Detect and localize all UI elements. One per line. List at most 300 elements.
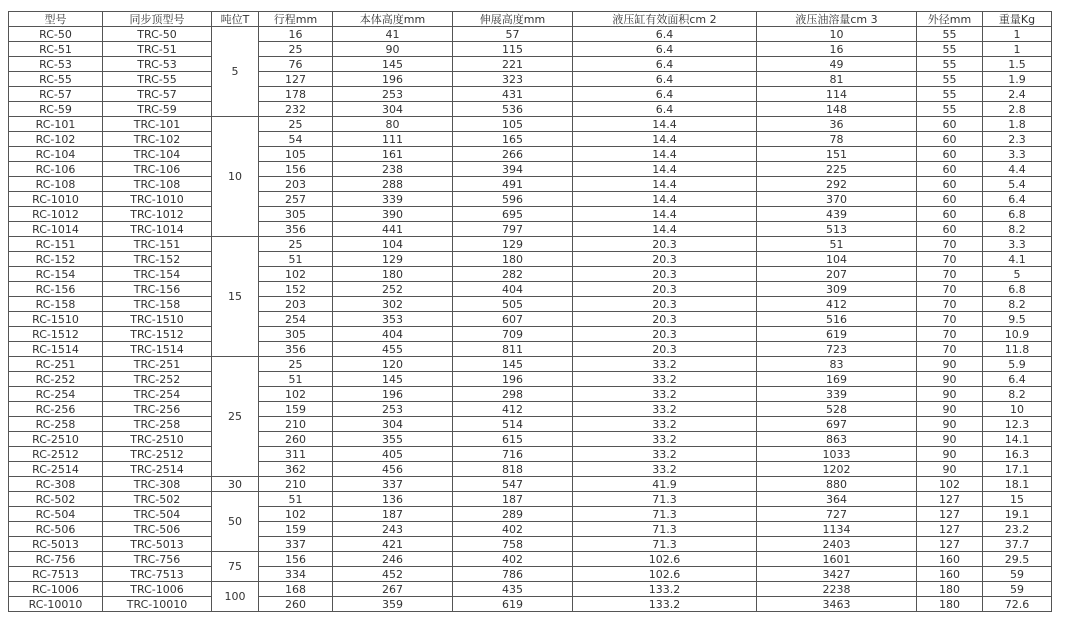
cell-cylinder-area: 102.6 [573, 567, 757, 582]
cell-extended-height: 115 [453, 42, 573, 57]
table-row [9, 207, 1052, 222]
cell-weight: 6.4 [983, 372, 1052, 387]
cell-stroke: 156 [259, 162, 333, 177]
cell-extended-height: 145 [453, 357, 573, 372]
cell-outer-diameter: 60 [917, 222, 983, 237]
cell-cylinder-area: 71.3 [573, 492, 757, 507]
table-row [9, 252, 1052, 267]
cell-cylinder-area: 133.2 [573, 582, 757, 597]
header-weight: 重量Kg [983, 12, 1052, 27]
table-row [9, 87, 1052, 102]
cell-outer-diameter: 127 [917, 537, 983, 552]
cell-extended-height: 282 [453, 267, 573, 282]
cell-stroke: 362 [259, 462, 333, 477]
cell-model: RC-59 [9, 102, 103, 117]
cell-stroke: 203 [259, 177, 333, 192]
cell-sync-model: TRC-1512 [103, 327, 212, 342]
cell-stroke: 210 [259, 417, 333, 432]
cell-sync-model: TRC-1510 [103, 312, 212, 327]
cell-sync-model: TRC-108 [103, 177, 212, 192]
cell-body-height: 104 [333, 237, 453, 252]
cell-extended-height: 607 [453, 312, 573, 327]
cell-cylinder-area: 14.4 [573, 177, 757, 192]
cell-oil-capacity: 2403 [757, 537, 917, 552]
cell-stroke: 25 [259, 42, 333, 57]
cell-outer-diameter: 70 [917, 282, 983, 297]
cell-sync-model: TRC-1010 [103, 192, 212, 207]
cell-model: RC-158 [9, 297, 103, 312]
cell-sync-model: TRC-756 [103, 552, 212, 567]
cell-oil-capacity: 364 [757, 492, 917, 507]
cell-outer-diameter: 55 [917, 42, 983, 57]
cell-weight: 1.8 [983, 117, 1052, 132]
cell-stroke: 159 [259, 522, 333, 537]
cell-cylinder-area: 33.2 [573, 432, 757, 447]
header-stroke: 行程mm [259, 12, 333, 27]
header-tonnage: 吨位T [212, 12, 259, 27]
cell-model: RC-2510 [9, 432, 103, 447]
cell-outer-diameter: 90 [917, 402, 983, 417]
cell-body-height: 456 [333, 462, 453, 477]
cell-model: RC-1510 [9, 312, 103, 327]
cell-oil-capacity: 169 [757, 372, 917, 387]
cell-model: RC-1010 [9, 192, 103, 207]
cell-stroke: 51 [259, 252, 333, 267]
cell-weight: 4.1 [983, 252, 1052, 267]
cell-oil-capacity: 148 [757, 102, 917, 117]
cell-stroke: 254 [259, 312, 333, 327]
cell-sync-model: TRC-1012 [103, 207, 212, 222]
cell-weight: 8.2 [983, 387, 1052, 402]
cell-extended-height: 298 [453, 387, 573, 402]
cell-weight: 29.5 [983, 552, 1052, 567]
table-row [9, 72, 1052, 87]
cell-outer-diameter: 180 [917, 582, 983, 597]
header-cylinder-area: 液压缸有效面积cm 2 [573, 12, 757, 27]
header-oil-capacity: 液压油溶量cm 3 [757, 12, 917, 27]
cell-body-height: 390 [333, 207, 453, 222]
cell-body-height: 267 [333, 582, 453, 597]
cell-sync-model: TRC-1514 [103, 342, 212, 357]
cell-cylinder-area: 102.6 [573, 552, 757, 567]
cell-body-height: 80 [333, 117, 453, 132]
cell-extended-height: 57 [453, 27, 573, 42]
table-row [9, 312, 1052, 327]
cell-model: RC-502 [9, 492, 103, 507]
cell-model: RC-154 [9, 267, 103, 282]
cell-outer-diameter: 127 [917, 492, 983, 507]
cell-sync-model: TRC-252 [103, 372, 212, 387]
cell-weight: 2.8 [983, 102, 1052, 117]
cell-oil-capacity: 292 [757, 177, 917, 192]
cell-stroke: 105 [259, 147, 333, 162]
cell-oil-capacity: 1202 [757, 462, 917, 477]
table-row [9, 387, 1052, 402]
cell-cylinder-area: 33.2 [573, 402, 757, 417]
cell-model: RC-7513 [9, 567, 103, 582]
cell-model: RC-57 [9, 87, 103, 102]
cell-body-height: 90 [333, 42, 453, 57]
header-body-height: 本体高度mm [333, 12, 453, 27]
cell-oil-capacity: 619 [757, 327, 917, 342]
cell-oil-capacity: 104 [757, 252, 917, 267]
cell-outer-diameter: 55 [917, 102, 983, 117]
cell-oil-capacity: 516 [757, 312, 917, 327]
cell-body-height: 180 [333, 267, 453, 282]
cell-weight: 2.3 [983, 132, 1052, 147]
cell-weight: 19.1 [983, 507, 1052, 522]
table-row [9, 402, 1052, 417]
cell-extended-height: 221 [453, 57, 573, 72]
cell-extended-height: 323 [453, 72, 573, 87]
cell-stroke: 76 [259, 57, 333, 72]
cell-sync-model: TRC-158 [103, 297, 212, 312]
cell-cylinder-area: 14.4 [573, 117, 757, 132]
cell-outer-diameter: 70 [917, 252, 983, 267]
cell-cylinder-area: 33.2 [573, 372, 757, 387]
cell-cylinder-area: 6.4 [573, 42, 757, 57]
cell-weight: 3.3 [983, 147, 1052, 162]
cell-weight: 1.9 [983, 72, 1052, 87]
cell-model: RC-1514 [9, 342, 103, 357]
cell-weight: 17.1 [983, 462, 1052, 477]
cell-model: RC-756 [9, 552, 103, 567]
cell-body-height: 304 [333, 102, 453, 117]
cell-model: RC-5013 [9, 537, 103, 552]
cell-stroke: 25 [259, 357, 333, 372]
cell-sync-model: TRC-506 [103, 522, 212, 537]
cell-sync-model: TRC-59 [103, 102, 212, 117]
cell-sync-model: TRC-151 [103, 237, 212, 252]
header-row [9, 12, 1052, 27]
cell-weight: 72.6 [983, 597, 1052, 612]
table-row [9, 222, 1052, 237]
table-row [9, 102, 1052, 117]
cell-model: RC-256 [9, 402, 103, 417]
cell-weight: 1 [983, 27, 1052, 42]
cell-extended-height: 615 [453, 432, 573, 447]
cell-outer-diameter: 127 [917, 522, 983, 537]
cell-weight: 14.1 [983, 432, 1052, 447]
cell-oil-capacity: 2238 [757, 582, 917, 597]
cell-cylinder-area: 20.3 [573, 312, 757, 327]
table-row [9, 492, 1052, 507]
cell-body-height: 243 [333, 522, 453, 537]
cell-extended-height: 266 [453, 147, 573, 162]
cell-tonnage: 10 [212, 117, 259, 237]
cell-oil-capacity: 36 [757, 117, 917, 132]
cell-body-height: 246 [333, 552, 453, 567]
cell-extended-height: 547 [453, 477, 573, 492]
cell-sync-model: TRC-55 [103, 72, 212, 87]
cell-sync-model: TRC-106 [103, 162, 212, 177]
cell-extended-height: 402 [453, 522, 573, 537]
cell-stroke: 356 [259, 342, 333, 357]
cell-body-height: 421 [333, 537, 453, 552]
cell-extended-height: 412 [453, 402, 573, 417]
cell-model: RC-1512 [9, 327, 103, 342]
cell-outer-diameter: 55 [917, 72, 983, 87]
cell-oil-capacity: 723 [757, 342, 917, 357]
table-row [9, 462, 1052, 477]
cell-body-height: 288 [333, 177, 453, 192]
cell-extended-height: 818 [453, 462, 573, 477]
cell-cylinder-area: 20.3 [573, 237, 757, 252]
cell-body-height: 120 [333, 357, 453, 372]
cell-stroke: 260 [259, 597, 333, 612]
cell-model: RC-51 [9, 42, 103, 57]
cell-body-height: 339 [333, 192, 453, 207]
cell-cylinder-area: 14.4 [573, 132, 757, 147]
cell-extended-height: 289 [453, 507, 573, 522]
cell-tonnage: 75 [212, 552, 259, 582]
header-model: 型号 [9, 12, 103, 27]
cell-sync-model: TRC-101 [103, 117, 212, 132]
cell-sync-model: TRC-50 [103, 27, 212, 42]
cell-extended-height: 431 [453, 87, 573, 102]
cell-body-height: 129 [333, 252, 453, 267]
cell-outer-diameter: 90 [917, 357, 983, 372]
cell-cylinder-area: 14.4 [573, 222, 757, 237]
cell-sync-model: TRC-10010 [103, 597, 212, 612]
header-outer-diameter: 外径mm [917, 12, 983, 27]
cell-oil-capacity: 10 [757, 27, 917, 42]
cell-stroke: 102 [259, 267, 333, 282]
cell-stroke: 102 [259, 387, 333, 402]
cell-extended-height: 491 [453, 177, 573, 192]
table-row [9, 522, 1052, 537]
cell-stroke: 102 [259, 507, 333, 522]
cell-outer-diameter: 90 [917, 432, 983, 447]
cell-extended-height: 404 [453, 282, 573, 297]
cell-body-height: 238 [333, 162, 453, 177]
cell-oil-capacity: 151 [757, 147, 917, 162]
cell-oil-capacity: 513 [757, 222, 917, 237]
cell-outer-diameter: 160 [917, 552, 983, 567]
cell-extended-height: 758 [453, 537, 573, 552]
cell-cylinder-area: 20.3 [573, 282, 757, 297]
cell-weight: 10 [983, 402, 1052, 417]
cell-extended-height: 797 [453, 222, 573, 237]
cell-cylinder-area: 133.2 [573, 597, 757, 612]
cell-oil-capacity: 727 [757, 507, 917, 522]
cell-weight: 4.4 [983, 162, 1052, 177]
cell-model: RC-104 [9, 147, 103, 162]
cell-cylinder-area: 20.3 [573, 267, 757, 282]
cell-sync-model: TRC-154 [103, 267, 212, 282]
cell-stroke: 51 [259, 372, 333, 387]
cell-outer-diameter: 70 [917, 312, 983, 327]
table-row [9, 507, 1052, 522]
cell-weight: 10.9 [983, 327, 1052, 342]
cell-body-height: 253 [333, 87, 453, 102]
cell-stroke: 232 [259, 102, 333, 117]
cell-model: RC-53 [9, 57, 103, 72]
cell-stroke: 168 [259, 582, 333, 597]
cell-body-height: 452 [333, 567, 453, 582]
cell-weight: 5.4 [983, 177, 1052, 192]
cell-tonnage: 5 [212, 27, 259, 117]
cell-tonnage: 50 [212, 492, 259, 552]
cell-body-height: 145 [333, 57, 453, 72]
cell-outer-diameter: 70 [917, 297, 983, 312]
cell-weight: 23.2 [983, 522, 1052, 537]
cell-oil-capacity: 16 [757, 42, 917, 57]
cell-cylinder-area: 33.2 [573, 387, 757, 402]
cell-tonnage: 30 [212, 477, 259, 492]
cell-model: RC-1014 [9, 222, 103, 237]
cell-sync-model: TRC-102 [103, 132, 212, 147]
cell-body-height: 441 [333, 222, 453, 237]
cell-sync-model: TRC-1006 [103, 582, 212, 597]
cell-outer-diameter: 55 [917, 57, 983, 72]
cell-extended-height: 505 [453, 297, 573, 312]
cell-extended-height: 394 [453, 162, 573, 177]
table-row [9, 327, 1052, 342]
cell-oil-capacity: 51 [757, 237, 917, 252]
cell-weight: 8.2 [983, 222, 1052, 237]
cell-body-height: 161 [333, 147, 453, 162]
table-row [9, 582, 1052, 597]
cell-extended-height: 786 [453, 567, 573, 582]
table-row [9, 267, 1052, 282]
cell-stroke: 156 [259, 552, 333, 567]
cell-model: RC-2514 [9, 462, 103, 477]
cell-oil-capacity: 439 [757, 207, 917, 222]
table-row [9, 192, 1052, 207]
cell-oil-capacity: 370 [757, 192, 917, 207]
cell-extended-height: 105 [453, 117, 573, 132]
cell-outer-diameter: 60 [917, 117, 983, 132]
cell-outer-diameter: 90 [917, 417, 983, 432]
cell-model: RC-1006 [9, 582, 103, 597]
cell-body-height: 359 [333, 597, 453, 612]
cell-cylinder-area: 6.4 [573, 27, 757, 42]
cell-oil-capacity: 863 [757, 432, 917, 447]
cell-oil-capacity: 78 [757, 132, 917, 147]
header-sync-model: 同步顶型号 [103, 12, 212, 27]
cell-oil-capacity: 528 [757, 402, 917, 417]
cell-oil-capacity: 81 [757, 72, 917, 87]
cell-model: RC-254 [9, 387, 103, 402]
table-body [9, 27, 1052, 612]
cell-body-height: 253 [333, 402, 453, 417]
cell-oil-capacity: 412 [757, 297, 917, 312]
table-row [9, 177, 1052, 192]
cell-outer-diameter: 90 [917, 372, 983, 387]
cell-oil-capacity: 1033 [757, 447, 917, 462]
cell-stroke: 54 [259, 132, 333, 147]
cell-outer-diameter: 70 [917, 342, 983, 357]
spec-table [8, 11, 1052, 612]
cell-cylinder-area: 14.4 [573, 162, 757, 177]
cell-outer-diameter: 70 [917, 267, 983, 282]
cell-cylinder-area: 14.4 [573, 192, 757, 207]
cell-outer-diameter: 90 [917, 462, 983, 477]
cell-stroke: 305 [259, 207, 333, 222]
cell-weight: 6.8 [983, 282, 1052, 297]
cell-weight: 2.4 [983, 87, 1052, 102]
cell-outer-diameter: 160 [917, 567, 983, 582]
cell-model: RC-101 [9, 117, 103, 132]
table-row [9, 342, 1052, 357]
cell-cylinder-area: 71.3 [573, 507, 757, 522]
table-row [9, 57, 1052, 72]
cell-weight: 1 [983, 42, 1052, 57]
cell-weight: 59 [983, 567, 1052, 582]
cell-stroke: 203 [259, 297, 333, 312]
cell-sync-model: TRC-256 [103, 402, 212, 417]
cell-extended-height: 709 [453, 327, 573, 342]
cell-stroke: 178 [259, 87, 333, 102]
cell-cylinder-area: 20.3 [573, 327, 757, 342]
cell-sync-model: TRC-2514 [103, 462, 212, 477]
cell-outer-diameter: 90 [917, 387, 983, 402]
cell-outer-diameter: 60 [917, 192, 983, 207]
cell-weight: 5 [983, 267, 1052, 282]
cell-model: RC-106 [9, 162, 103, 177]
cell-sync-model: TRC-254 [103, 387, 212, 402]
cell-model: RC-156 [9, 282, 103, 297]
cell-extended-height: 180 [453, 252, 573, 267]
cell-sync-model: TRC-1014 [103, 222, 212, 237]
cell-oil-capacity: 114 [757, 87, 917, 102]
cell-body-height: 337 [333, 477, 453, 492]
cell-oil-capacity: 309 [757, 282, 917, 297]
cell-model: RC-251 [9, 357, 103, 372]
table-row [9, 372, 1052, 387]
cell-extended-height: 695 [453, 207, 573, 222]
cell-body-height: 196 [333, 72, 453, 87]
cell-sync-model: TRC-308 [103, 477, 212, 492]
cell-extended-height: 619 [453, 597, 573, 612]
table-row [9, 597, 1052, 612]
cell-model: RC-151 [9, 237, 103, 252]
table-row [9, 447, 1052, 462]
cell-outer-diameter: 60 [917, 207, 983, 222]
cell-outer-diameter: 60 [917, 147, 983, 162]
cell-stroke: 25 [259, 117, 333, 132]
table-row [9, 567, 1052, 582]
table-row [9, 432, 1052, 447]
cell-weight: 5.9 [983, 357, 1052, 372]
cell-cylinder-area: 20.3 [573, 297, 757, 312]
cell-stroke: 210 [259, 477, 333, 492]
cell-cylinder-area: 14.4 [573, 147, 757, 162]
cell-cylinder-area: 33.2 [573, 447, 757, 462]
table-row [9, 42, 1052, 57]
cell-cylinder-area: 20.3 [573, 342, 757, 357]
cell-model: RC-10010 [9, 597, 103, 612]
table-row [9, 417, 1052, 432]
table-row [9, 552, 1052, 567]
cell-oil-capacity: 3463 [757, 597, 917, 612]
cell-extended-height: 596 [453, 192, 573, 207]
table-row [9, 357, 1052, 372]
header-extended-height: 伸展高度mm [453, 12, 573, 27]
cell-outer-diameter: 127 [917, 507, 983, 522]
cell-model: RC-308 [9, 477, 103, 492]
table-row [9, 237, 1052, 252]
cell-weight: 1.5 [983, 57, 1052, 72]
cell-body-height: 405 [333, 447, 453, 462]
cell-weight: 6.4 [983, 192, 1052, 207]
cell-outer-diameter: 55 [917, 87, 983, 102]
cell-cylinder-area: 6.4 [573, 102, 757, 117]
table-row [9, 117, 1052, 132]
cell-stroke: 127 [259, 72, 333, 87]
cell-model: RC-252 [9, 372, 103, 387]
